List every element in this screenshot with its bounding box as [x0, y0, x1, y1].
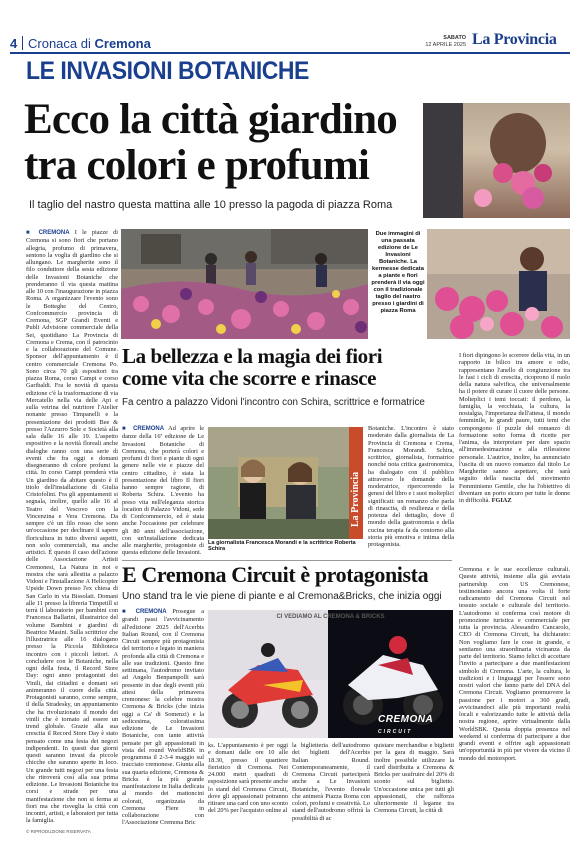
article2-col2: Botaniche. L'incontro è stato moderato dalla giornalista de La Provincia di Cremona e Crema, Francesca Morandi. Schira, scrittrice, giornalista, formatrice nonché nota critica gastronomica, ha dialogato con il pubblico attraverso le domande della moderatrice, ripercorrendo la genesi del libro e i suoi molteplici significati: un romanzo che parla di rinascita, di resilienza e della potenza del dettaglio, dove il mondo della gastronomia e della cucina terapia fa da contorno alla storia più emotiva e intima della protagonista.: [368, 425, 454, 548]
article3-col2: ks. L'appuntamento è per oggi e domani dalle ore 10 alle 18.30, presso il quartiere fieristico di Cremona. Nei 24.000 metri quadrati di esposizione sarà presente anche lo stand del Cremona Circuit, dove gli appassionati potranno ritirare una card con uno sconto del 20% per l'acquisto online al: [208, 742, 288, 815]
kicker: LE INVASIONI BOTANICHE: [26, 57, 309, 85]
masthead-divider: [22, 36, 23, 50]
authors-photo: [208, 427, 349, 539]
article1-body: ■ CREMONA I le piazze di Cremona si sono fiori che portano allegria, profumo di primavera, sentono la voglia di giardino che si allungano. Le margherite sono il filo conduttore della sesta edizione delle Invasioni Botaniche che prenderanno il via questa mattina alle 10 con l'inaugurazione in piazza Roma. A organizzare l'evento sono le Botteghe del Centro, Confcommercio provincia di Cremona, SGP Grandi Eventi e Publi Advisione commerciale della Sei, quotidiano La Provincia di Cremona e Crema, con il patrocinio e la collaborazione del Comune. Sponsor dell'appuntamento è il centro commerciale Cremona Po. Sono circa 70 gli espositori tra piazza Roma, corso Campi e corso Garibaldi. Fra le novità di questa edizione c'è la trasformazione di via Mercatello nella via delle Api e sulla vetrina del nutritore l'Atelier nonante presso Timpanelli e la presentazione dei prodotti Bee & presso l'Azzurro Sole e Società alla sala dalle 16 alle 19. L'aspetto espositivo e la novità floreali anche dialoghe ranno con una serie di eventi che fra oggi e domani disegneranno di colore profumi la città. In corso Campi prenderà vita Un giardino da abitare questo è il titolo dell'installazione di Giulia Cristofolini. Fra gli appuntamenti si segnala, inoltre, quello alle 16 al Teatro del Vescovo con la Vincenzina e Vera Cremona. Da sempre c'è un filo rosso che sono un'occasione per declinare il sapere floricultura in tutto diversi aspetti, non solo commerciali, ma anche artistici. È questo il caso dell'azione delle Associazione Artisti Cremonesi, La Natura in noi e mostra che sarà allestita a palazzo Vidoni e l'installazione A Helicopter Upside Down presso l'ex chiesa di San Carlo in via Bissolati. Domani alle 11 presso la libreria Timpetill si terrà il laboratorio per bambini con Francesca Ballarini, illustratrice del volume Bambini e giardini di Beatrice Masini. Sulla scrittrice che l'illustratrice alle 16 dialogano presso la Piccola Biblioteca incontro con i piccoli lettori. A concludere con le Botaniche, nella ogni della festa, il Record Store Day: ogni anno protagonisti dei Vinili, dai cittadini e domani sei animeranno il cuore della città. Protagonisti saranno, come sempre, il della Stradesky, un appuntamento che ha rivoluzionato il mondo dei vinili che è tornato ad essere un trend globale. Grazie alla sua crescita il Record Store Day è stato pensato come una festa dei negozi indipendenti. In questi due giorni questi saranno invasi da piccole chicche che saranno aperte in loco. Un grande tutti negozi per una festa che ritroverà così alla sua prima edizione. Le Invasioni Botaniche tra corsi e strade per una manifestazione che non si ferma ai fiori ma che risveglia la città con incontri, artisti, e laboratori per tutta la famiglia.: [26, 229, 119, 825]
headline-article3: E Cremona Circuit è protagonista: [122, 562, 429, 587]
flower-photo-top: [423, 103, 570, 218]
article2-col1: ■ CREMONA Ad aprire le danze della 16ª edizione de Le Invasioni Botaniche di Cremona, che porterà colori e profumi di fiori e piante di ogni genere nelle vie e piazze del centro cittadino, è stata la presentazione del libro Il fiori hanno sempre ragione, di Roberta Schira. L'evento ha preso vita nell'eleganza storica location di Palazzo Vidoni, sede di Confcommercio, ed è stata anche l'occasione per celebrare gli 80 anni dell'associazione, con un'installazione dedicata alle margherite, protagoniste di questa edizione delle Invasioni.: [122, 425, 204, 557]
article-divider: [122, 560, 452, 561]
copyright-footer: © RIPRODUZIONE RISERVATA: [26, 829, 91, 834]
authors-photo-caption: La giornalista Francesca Morandi e la scrittrice Roberta Schira: [208, 540, 356, 552]
florist-photo: [427, 229, 570, 339]
subhead-article2: Fa centro a palazzo Vidoni l'incontro con Schira, scrittrice e formatrice: [122, 397, 425, 408]
photo-caption-main: Due immagini di una passata edizione de Le Invasioni Botaniche. La kermesse dedicata a piante e fiori prenderà il via oggi con il tradizionale taglio del nastro presso i giardini di piazza Roma: [371, 231, 425, 314]
page-number: 4: [10, 36, 18, 51]
subhead-main: Il taglio del nastro questa mattina alle 10 presso la pagoda di piazza Roma: [29, 199, 393, 211]
circuit-logo: CREMONA CIRCUIT: [378, 714, 434, 735]
flower-market-photo: [121, 229, 368, 339]
circuit-graphic: [208, 610, 453, 738]
newspaper-banner: La Provincia: [349, 427, 363, 539]
subhead-article3: Uno stand tra le vie piene di piante e al Cremona&Bricks, che inizia oggi: [122, 591, 442, 602]
newspaper-logo: La Provincia: [472, 31, 557, 48]
article2-col3: I fiori dipingono lo scorrere della vita, in un rapporto in bilico tra amore e odio, rappresentano l'anello di congiunzione tra le fasi i cicli di crescita, ricoprono il ruolo della natura salvifica, che universalmente ha il potere di curare il cuore delle persone. Molteplici i temi toccati: il perdono, la famiglia, la vecchiaia, la cultura, la nostalgia, l'importanza dell'attesa, il mondo femminile, le grandi paure, tutti temi che compongono il puzzle del romanzo di formazione sotto forma di ricette per l'anima, da interpretare per dare spazio all'immedesimazione e alla riflessione personale. L'autrice, inoltre, ha annunciato l'uscita di un nuovo romanzo dal titolo Le Margherite sanno aspettare, che sarà seguito della nascita del movimento Femminismo Gentile, che ha l'obiettivo di diventare un porto sicuro per tutte le donne in difficoltà. FGIAZ: [459, 352, 570, 504]
article3-col1: ■ CREMONA Prosegue a grandi passi l'avvicinamento all'edizione 2025 dell'Acerbis Italian Round, con il Cremona Circuit sempre più protagonista del territorio e legato in maniera profonda alla città di Cremona e alle sue tradizioni. Questo fine settimana, l'autodromo invitato ad Angelo Benpampolli sarà presente in due degli eventi più attesi della primavera cremonese: la celebre mostra Cremona & Bricks (che inizia oggi a Ca' di Somenzi) e la sedicesima, coloratissima edizione de Le Invasioni Botaniche, con tante attività pensate per gli appassionati in vista del round WorldSBK in programma il 2-3-4 maggio sul tracciato cremonese. Giunta alla sua quarta edizione, Cremona & Bricks è la più grande manifestazione in Italia dedicata al mondo dei mattoncini colorati, organizzata da Cremona Fiere in collaborazione con l'Associazione Cremona Bric: [122, 608, 204, 827]
headline-article2: La bellezza e la magia dei fiori come vita che scorre e rinasce: [122, 344, 383, 390]
masthead-rule: [10, 52, 570, 54]
article3-col3: la biglietteria dell'autodromo dei biglietti dell'Acerbis Italian Round. Contemporaneamente, il Cremona Circuit parteciperà anche a Le Invasioni Botaniche, l'evento floreale che animerà Piazza Roma con colori, profumi e creatività. Lo stand dell'autodromo offrirà la possibilità di ac: [292, 742, 370, 822]
article3-col4: quistare merchandise e biglietti per la gara di maggio. Sarà inoltre possibile utilizzare la card distribuita a Cremona & Bricks per usufruire del 20% di sconto sul biglietto. Un'occasione unica per tutti gli appassionati, che rafforza ulteriormente il legame tra Cremona Circuit, la città di: [374, 742, 454, 815]
section-title: Cronaca di Cremona: [28, 36, 151, 51]
graphic-header: CI VEDIAMO AL CREMONA & BRICKS: [276, 614, 385, 620]
article3-col5: Cremona e le sue eccellenze culturali. Queste attività, insieme alla già avviata partnership con US Cremonese, testimoniano ancora una volta il forte radicamento del Cremona Circuit nel tessuto sociale e culturale del territorio. L'autodromo si conferma così motore di promozione turistica e commerciale per tutta la provincia. Alessandro Cancarolo, CEO di Cremona Circuit, ha dichiarato: Non vogliamo fare le cose in grande, e sentiamo una straordinaria vicinanza da parte del territorio. Siamo felici di accettare l'invito a partecipare a due manifestazioni simbolo di Cremona. L'arte, la cultura, le tradizioni e i linguaggi per l'essere sono nostri valori che fanno parte del DNA del Cremona Circuit. Vogliamo promuovere la passione per i motori a 360 gradi, avvicinandoci alle più importanti realtà locali e valorizzando tutte le attività della nostra regione, aprire virtualmente dalla WorldSBK. Questa doppia presenza nel weekend si conferma di partecipare a due grandi eventi e offrire agli appassionati un'opportunità in più per vivere da vicino il mondo del motorsport.: [459, 566, 570, 762]
issue-date: SABATO 12 APRILE 2025: [425, 35, 466, 48]
headline-main: Ecco la città giardino tra colori e profumi: [24, 96, 397, 189]
